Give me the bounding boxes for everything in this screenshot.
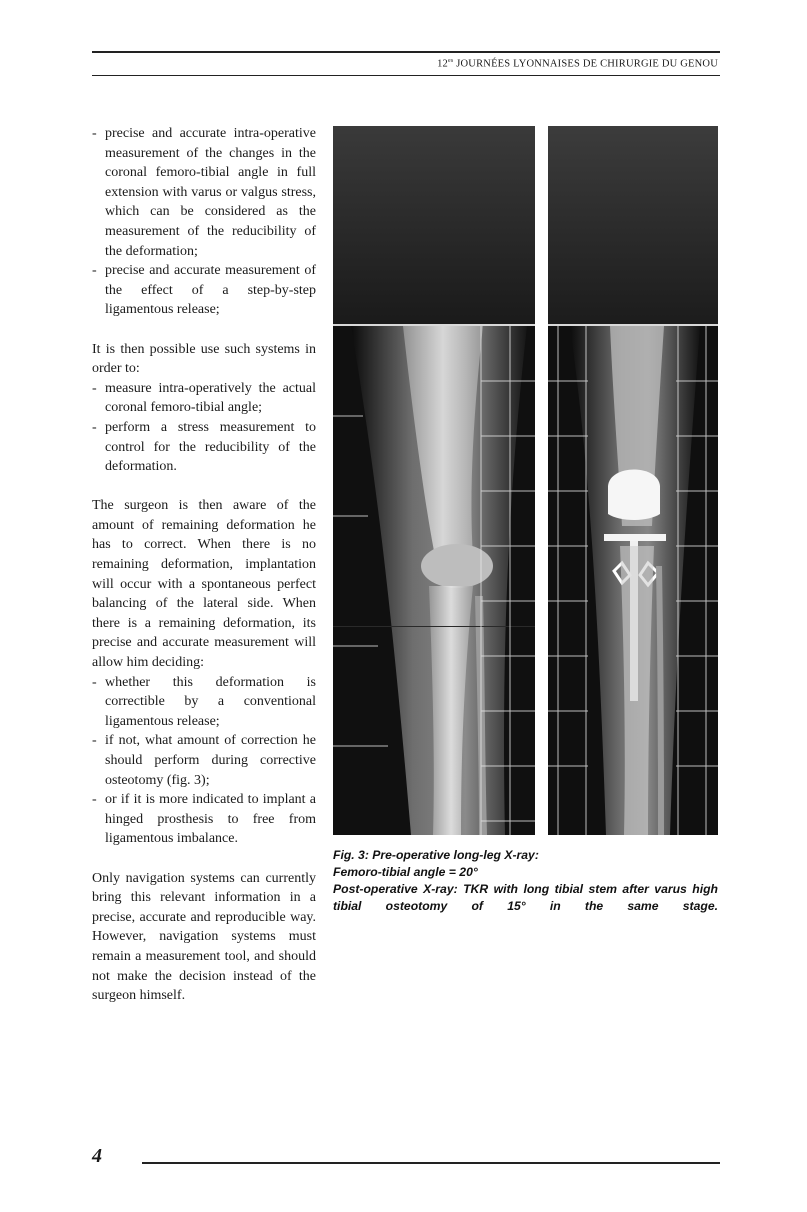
body-text-column (92, 124, 316, 1006)
figure-caption (333, 847, 718, 915)
paragraph: Only navigation systems can currently bring this relevant information in a precise, accurate and reproducible way. However, navigation systems must remain a measurement tool, and should not make the decision instead of the surgeon himself. (92, 870, 316, 1004)
caption-line: Post-operative X-ray: TKR with long tibial stem after varus high tibial osteotomy of 15° in the same stage. (333, 882, 718, 913)
caption-line: Fig. 3: Pre-operative long-leg X-ray: (333, 848, 539, 862)
list-item: - whether this deformation is correctible by a conventional ligamentous release; (92, 674, 316, 729)
list-item: - or if it is more indicated to implant a hinged prosthesis to free from ligamentous imbalance. (92, 792, 316, 847)
page-number: 4 (92, 1145, 102, 1167)
preoperative-xray-image (333, 126, 535, 835)
postoperative-xray-image (548, 126, 718, 835)
header-bottom-rule (92, 75, 720, 76)
header-top-rule (92, 51, 720, 53)
caption-line: Femoro-tibial angle = 20° (333, 865, 478, 879)
list-item: - precise and accurate intra-operative measurement of the changes in the coronal femoro-tibial angle in full extension with varus or valgus stress, which can be considered as the measurement of the reducibility of the deformation; (92, 126, 316, 259)
list-item: - perform a stress measurement to control for the reducibility of the deformation. (92, 419, 316, 475)
paragraph: It is then possible use such systems in order to: (92, 341, 316, 377)
running-head: $12^{es}$ JOURNÉES LYONNAISES DE CHIRURGIE DU GENOU (437, 58, 718, 70)
footer-rule (142, 1162, 720, 1164)
list-item: - if not, what amount of correction he should perform during corrective osteotomy (fig. 3); (92, 733, 316, 788)
list-item: - measure intra-operatively the actual coronal femoro-tibial angle; (92, 380, 316, 416)
paragraph: The surgeon is then aware of the amount of remaining deformation he has to correct. When there is no remaining deformation, implantation will occur with a spontaneous perfect balancing of the lateral side. When there is a remaining deformation, its precise and accurate measurement will allow him deciding: (92, 498, 316, 671)
list-item: - precise and accurate measurement of the effect of a step-by-step ligamentous release; (92, 263, 316, 318)
